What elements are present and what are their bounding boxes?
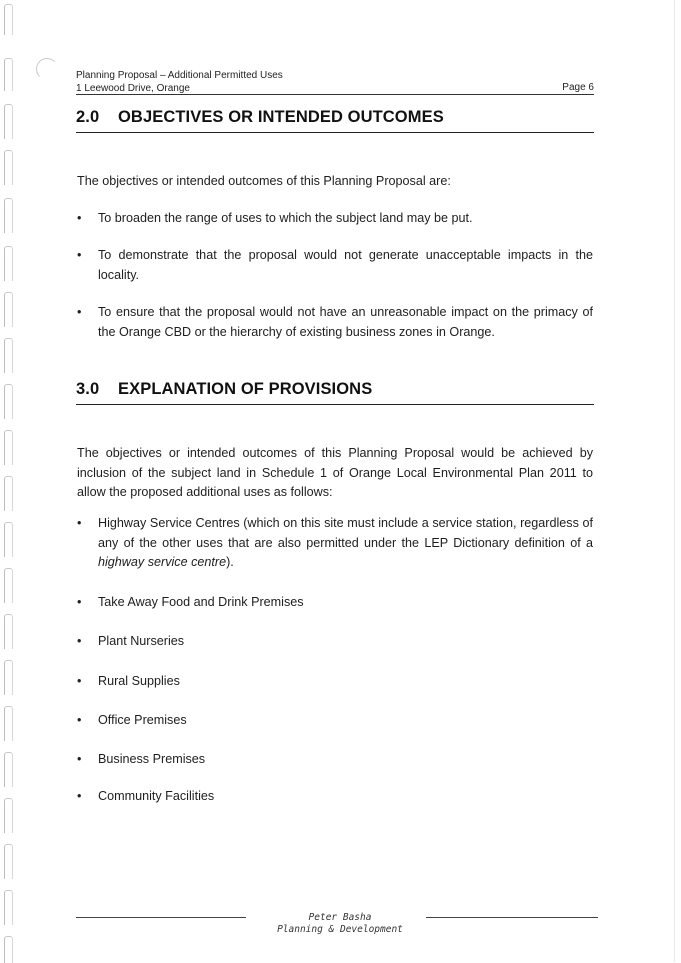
list-item: • Highway Service Centres (which on this site must include a service station, regardless of any of the other uses that are also permitted under the LEP Dictionary definition of a highway service centre). <box>77 516 593 569</box>
section-2-heading <box>76 108 444 127</box>
bullet-icon: • <box>77 211 82 225</box>
section-number: 3.0 <box>76 380 100 398</box>
bullet-icon: • <box>77 634 82 648</box>
footer-rule-right <box>426 917 598 918</box>
header-title: Planning Proposal – Additional Permitted Uses <box>76 70 283 81</box>
footer-company: Planning & Development <box>277 924 403 935</box>
section-title: EXPLANATION OF PROVISIONS <box>118 380 373 398</box>
section-3-intro: The objectives or intended outcomes of this Planning Proposal would be achieved by inclusion of the subject land in Schedule 1 of Orange Local Environmental Plan 2011 to allow the proposed additional uses as follows: <box>77 446 593 499</box>
list-item: • To ensure that the proposal would not have an unreasonable impact on the primacy of the Orange CBD or the hierarchy of existing business zones in Orange. <box>77 305 593 339</box>
bullet-icon: • <box>77 595 82 609</box>
list-item: • Office Premises <box>77 711 593 731</box>
list-item: • Business Premises <box>77 750 593 770</box>
bullet-icon: • <box>77 516 82 530</box>
list-item: • To broaden the range of uses to which the subject land may be put. <box>77 209 593 229</box>
list-item: • Community Facilities <box>77 787 593 807</box>
list-item: • To demonstrate that the proposal would not generate unacceptable impacts in the locality. <box>77 248 593 282</box>
section-2-rule <box>76 132 594 133</box>
section-2-intro: The objectives or intended outcomes of this Planning Proposal are: <box>77 174 451 188</box>
page-number: Page 6 <box>562 82 594 93</box>
punch-hole-mark <box>36 58 58 80</box>
header-address: 1 Leewood Drive, Orange <box>76 83 190 94</box>
section-number: 2.0 <box>76 108 100 126</box>
bullet-icon: • <box>77 752 82 766</box>
footer-name: Peter Basha <box>308 912 372 923</box>
section-3-rule <box>76 404 594 405</box>
bullet-icon: • <box>77 305 82 319</box>
bullet-icon: • <box>77 789 82 803</box>
section-3-heading <box>76 380 372 399</box>
list-item: • Take Away Food and Drink Premises <box>77 593 593 613</box>
bullet-icon: • <box>77 674 82 688</box>
header-rule <box>76 94 594 95</box>
bullet-icon: • <box>77 713 82 727</box>
bullet-icon: • <box>77 248 82 262</box>
list-item: • Rural Supplies <box>77 672 593 692</box>
footer-signature <box>240 912 440 936</box>
running-header <box>76 69 594 95</box>
list-item: • Plant Nurseries <box>77 632 593 652</box>
scan-binding-marks <box>0 0 20 962</box>
scan-edge-line <box>674 0 675 962</box>
section-title: OBJECTIVES OR INTENDED OUTCOMES <box>118 108 444 126</box>
footer-rule-left <box>76 917 246 918</box>
